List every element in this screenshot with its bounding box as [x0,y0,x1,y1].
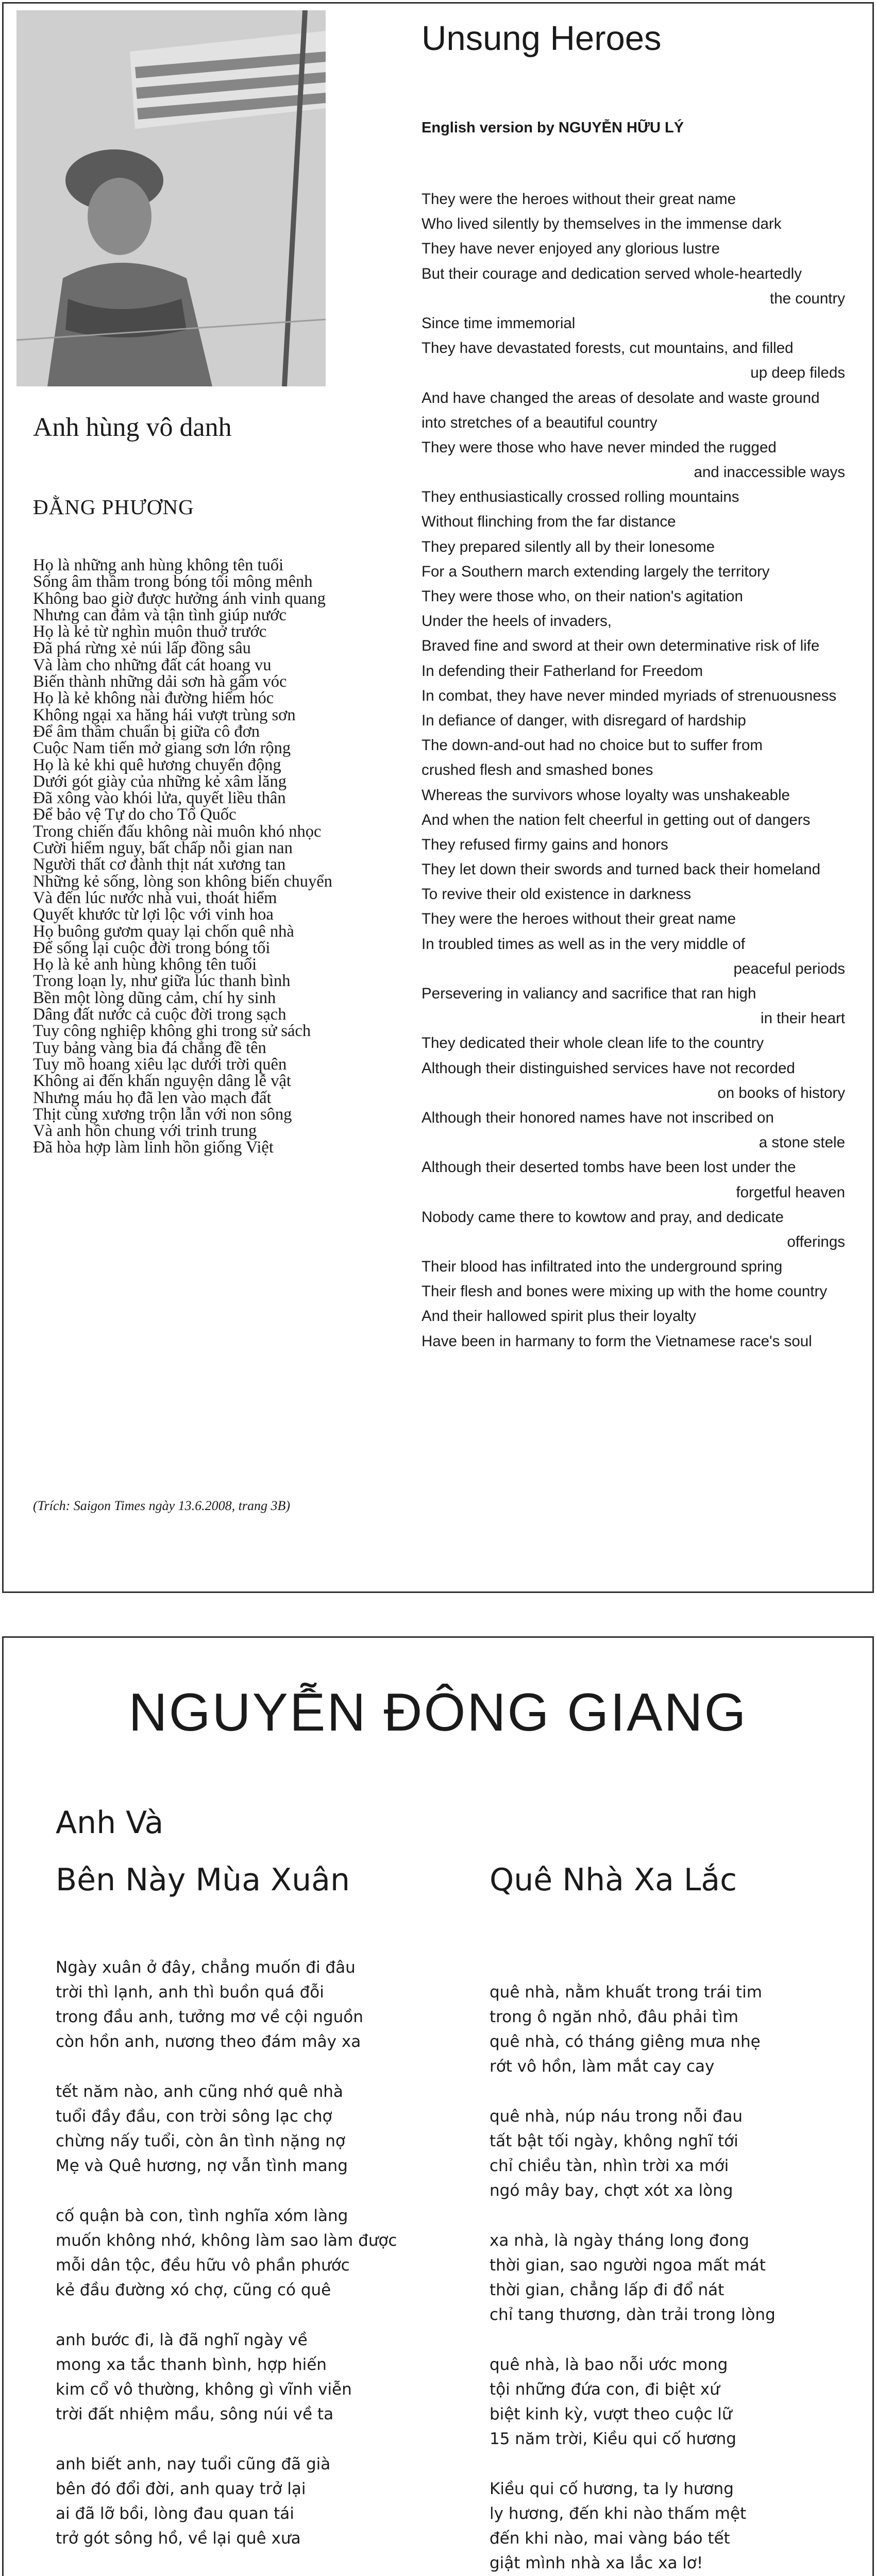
english-poem-line: Braved fine and sword at their own determinative risk of life [422,637,820,655]
poem-line: rớt vô hồn, làm mắt cay cay [490,2057,715,2076]
english-poem-line: But their courage and dedication served whole-heartedly [422,265,802,282]
english-poem-line: To revive their old existence in darkness [422,886,692,903]
english-poem-title: Unsung Heroes [422,19,662,58]
vietnamese-poem-author: ĐẰNG PHƯƠNG [33,495,194,519]
english-poem-line: In troubled times as well as in the very middle of [422,935,745,953]
english-poem-line: in their heart [761,1010,845,1027]
vietnamese-poem-line: Để bảo vệ Tự do cho Tổ Quốc [33,805,237,824]
english-poem-line: They let down their swords and turned back their homeland [422,861,820,878]
vietnamese-poem-line: Họ là kẻ khi quê hương chuyển động [33,755,281,774]
english-poem-line: peaceful periods [733,960,845,977]
poem-line: xa nhà, là ngày tháng long đong [490,2231,749,2250]
vietnamese-poem-line: Tuy mồ hoang xiêu lạc dưới trời quên [33,1055,287,1074]
translator-credit: English version by NGUYỄN HỮU LÝ [422,120,684,136]
vietnamese-poem-line: Sống âm thầm trong bóng tối mông mênh [33,572,313,591]
english-poem-body [422,187,845,1354]
poem-line: mong xa tắc thanh bình, hợp hiến [56,2355,327,2374]
vietnamese-poem-line: Dưới gót giày của những kẻ xâm lăng [33,772,287,791]
poem-line: tất bật tối ngày, không nghĩ tới [490,2132,738,2150]
poem-line: ngó mây bay, chợt xót xa lòng [490,2181,733,2200]
english-poem-line: the country [770,290,845,307]
english-poem-line: And their hallowed spirit plus their loyalty [422,1308,696,1325]
poem-line: quê nhà, có tháng giêng mưa nhẹ [490,2032,761,2051]
poem-line: chỉ tang thương, dàn trải trong lòng [490,2306,776,2324]
vietnamese-poem-line: Và đến lúc nước nhà vui, thoát hiểm [33,888,277,907]
vietnamese-poem-line: Trong chiến đấu không nài muôn khó nhọc [33,822,322,841]
vietnamese-poem-title: Anh hùng vô danh [33,413,232,442]
vietnamese-poem-line: Họ là kẻ không nài đường hiểm hóc [33,689,274,708]
poem-line: kim cổ vô thường, không gì vĩnh viễn [56,2380,352,2399]
poem-line: chỉ chiều tàn, nhìn trời xa mới [490,2157,729,2175]
vietnamese-poem-line: Những kẻ sống, lòng son không biến chuyển [33,872,332,891]
vietnamese-poem-line: Không ai đến khấn nguyện dâng lễ vật [33,1072,291,1091]
english-poem-line: In defiance of danger, with disregard of hardship [422,711,746,729]
english-poem-line: Under the heels of invaders, [422,613,612,630]
poem-line: Mẹ và Quê hương, nợ vẫn tình mang [56,2157,348,2175]
vietnamese-poem-line: Tuy công nghiệp không ghi trong sử sách [33,1022,311,1041]
vietnamese-poem-line: Nhưng máu họ đã len vào mạch đất [33,1088,272,1107]
vietnamese-poem-line: Họ là những anh hùng không tên tuổi [33,556,284,574]
vietnamese-poem-line: Đã hòa hợp làm linh hồn giống Việt [33,1138,274,1157]
poem-line: cố quận bà con, tình nghĩa xóm làng [56,2207,348,2225]
poem-line: trời đất nhiệm mầu, sông núi về ta [56,2405,334,2424]
poem-line: tội những đứa con, đi biệt xứ [490,2380,720,2399]
english-poem-line: They enthusiastically crossed rolling mountains [422,488,739,506]
poem-line: 15 năm trời, Kiều qui cố hương [490,2430,736,2448]
english-poem-line: They dedicated their whole clean life to the country [422,1035,764,1052]
english-poem-line: They were those who have never minded the rugged [422,438,777,456]
vietnamese-poem-body [33,557,394,1156]
poem-stanza [490,2477,850,2575]
english-poem-line: up deep fileds [750,364,845,382]
poem-line: quê nhà, nằm khuất trong trái tim [490,1983,762,2002]
english-poem-line: a stone stele [759,1134,845,1151]
vietnamese-poem-line: Dâng đất nước cả cuộc đời trong sạch [33,1005,287,1024]
vietnamese-poem-line: Đã phá rừng xẻ núi lấp đồng sâu [33,639,251,658]
english-poem-line: The down-and-out had no choice but to suffer from [422,737,763,754]
author-heading: NGUYỄN ĐÔNG GIANG [128,1683,748,1742]
english-poem-line: Since time immemorial [422,314,576,332]
english-poem-line: They refused firmy gains and honors [422,836,668,853]
soldier-flag-photo [16,10,326,386]
poem-line: ai đã lỡ bồi, lòng đau quan tái [56,2504,294,2523]
poem-line: bên đó đổi đời, anh quay trở lại [56,2480,306,2498]
vietnamese-poem-line: Cười hiểm nguy, bất chấp nỗi gian nan [33,839,293,858]
english-poem-line: forgetful heaven [736,1183,845,1201]
poem-line: thời gian, sao người ngoa mất mát [490,2256,766,2275]
english-poem-line: Without flinching from the far distance [422,513,676,531]
vietnamese-poem-line: Để sống lại cuộc đời trong bóng tối [33,938,271,957]
vietnamese-poem-line: Để âm thầm chuẩn bị giữa cô đơn [33,722,260,741]
english-poem-line: and inaccessible ways [694,464,845,481]
vietnamese-poem-line: Họ là kẻ từ nghìn muôn thuở trước [33,622,267,641]
poem-line: trở gót sông hồ, về lại quê xưa [56,2529,301,2548]
poem-stanza [56,2079,463,2178]
english-poem-line: Although their honored names have not inscribed on [422,1109,774,1126]
poem-line: mỗi dân tộc, đều hữu vô phần phước [56,2256,350,2275]
poem-line: ly hương, đến khi nào thấm mệt [490,2504,747,2523]
english-poem-line: For a Southern march extending largely the territory [422,563,770,580]
english-poem-line: And have changed the areas of desolate and waste ground [422,389,820,406]
poem-line: chừng nấy tuổi, còn ân tình nặng nợ [56,2132,345,2150]
english-poem-line: They prepared silently all by their lonesome [422,538,715,555]
left-poem-body [56,1955,463,2576]
vietnamese-poem-line: Người thất cơ đành thịt nát xương tan [33,855,286,874]
vietnamese-poem-line: Quyết khước từ lợi lộc với vinh hoa [33,905,274,924]
english-poem-line: They were the heroes without their great name [422,910,736,928]
poem-line: anh biết anh, nay tuổi cũng đã già [56,2455,331,2473]
vietnamese-poem-line: Cuộc Nam tiến mở giang sơn lớn rộng [33,739,291,758]
english-poem-line: In defending their Fatherland for Freedom [422,662,703,680]
vietnamese-poem-line: Biến thành những dải sơn hà gấm vóc [33,672,287,691]
poem-stanza [56,2452,463,2551]
vietnamese-poem-line: Không ngại xa hăng hái vượt trùng sơn [33,705,296,724]
poem-line: anh bước đi, là đã nghĩ ngày về [56,2331,308,2349]
english-poem-line: Although their distinguished services have not recorded [422,1059,795,1077]
vietnamese-poem-line: Nhưng can đảm và tận tình giúp nước [33,605,287,624]
poem-stanza [56,2328,463,2427]
poem-stanza [490,2228,850,2327]
poem-line: tết năm nào, anh cũng nhớ quê nhà [56,2082,343,2101]
english-poem-line: crushed flesh and smashed bones [422,761,653,779]
poem-line: quê nhà, núp náu trong nỗi đau [490,2107,743,2126]
english-poem-line: offerings [787,1233,845,1250]
poem-stanza [56,2204,463,2302]
poem-line: biệt kinh kỳ, vượt theo cuộc lữ [490,2405,732,2424]
vietnamese-poem-line: Thịt cùng xương trộn lẫn với non sông [33,1105,292,1124]
page-nguyen-dong-giang [0,1633,876,2576]
poem-line: đến khi nào, mai vàng báo tết [490,2529,730,2548]
english-poem-line: on books of history [717,1084,845,1101]
poem-line: giật mình nhà xa lắc xa lơ! [490,2554,703,2572]
right-poem-title: Quê Nhà Xa Lắc [490,1862,737,1898]
english-poem-line: They were those who, on their nation's agitation [422,588,743,605]
poem-line: quê nhà, là bao nỗi ước mong [490,2355,728,2374]
poem-line: trong đầu anh, tưởng mơ về cội nguồn [56,2008,363,2026]
poem-line: trời thì lạnh, anh thì buồn quá đỗi [56,1983,324,2002]
poem-stanza [490,1980,850,2079]
poem-line: muốn không nhớ, không làm sao làm được [56,2231,397,2250]
left-poem-title-line2: Bên Này Mùa Xuân [56,1862,350,1898]
english-poem-line: They have devastated forests, cut mountains, and filled [422,340,794,357]
english-poem-line: In combat, they have never minded myriads of strenuousness [422,687,837,704]
vietnamese-poem-line: Tuy bảng vàng bia đá chẳng đề tên [33,1038,266,1057]
vietnamese-poem-line: Và làm cho những đất cát hoang vu [33,655,272,674]
poem-line: Ngày xuân ở đây, chẳng muốn đi đâu [56,1958,356,1977]
vietnamese-poem-line: Họ buông gươm quay lại chốn quê nhà [33,922,294,941]
english-poem-line: Have been in harmany to form the Vietnamese race's soul [422,1332,812,1350]
vietnamese-poem-line: Họ là kẻ anh hùng không tên tuổi [33,955,257,974]
poem-line: thời gian, chẳng lấp đi đổ nát [490,2281,725,2299]
vietnamese-poem-line: Trong loạn ly, như giữa lúc thanh bình [33,972,291,991]
poem-stanza [56,1955,463,2054]
poem-line: Kiều qui cố hương, ta ly hương [490,2480,734,2498]
vietnamese-poem-line: Và anh hồn chung với trinh trung [33,1122,257,1141]
english-poem-line: Nobody came there to kowtow and pray, and dedicate [422,1208,784,1226]
source-citation: (Trích: Saigon Times ngày 13.6.2008, trang 3B) [33,1498,291,1513]
english-poem-line: They were the heroes without their great name [422,191,736,208]
vietnamese-poem-line: Không bao giờ được hưởng ánh vinh quang [33,589,326,608]
poem-line: tuổi đầy đầu, con trời sông lạc chợ [56,2107,332,2126]
english-poem-line: Although their deserted tombs have been lost under the [422,1159,796,1176]
english-poem-line: into stretches of a beautiful country [422,414,658,431]
left-poem-title-line1: Anh Và [56,1805,164,1841]
english-poem-line: And when the nation felt cheerful in getting out of dangers [422,811,811,828]
poem-stanza [490,2104,850,2203]
poem-line: còn hồn anh, nương theo đám mây xa [56,2032,361,2051]
vietnamese-poem-line: Bền một lòng dũng cảm, chí hy sinh [33,988,276,1007]
english-poem-line: They have never enjoyed any glorious lustre [422,240,720,258]
english-poem-line: Who lived silently by themselves in the immense dark [422,215,782,233]
english-poem-line: Persevering in valiancy and sacrifice that ran high [422,985,756,1002]
english-poem-line: Their flesh and bones were mixing up with the home country [422,1283,828,1300]
english-poem-line: Their blood has infiltrated into the underground spring [422,1258,783,1276]
vietnamese-poem-line: Đã xông vào khói lửa, quyết liều thân [33,789,286,808]
poem-line: trong ô ngăn nhỏ, đâu phải tìm [490,2008,738,2026]
right-poem-body [490,1980,850,2576]
english-poem-line: Whereas the survivors whose loyalty was unshakeable [422,786,790,804]
poem-stanza [490,2352,850,2451]
poem-line: kẻ đầu đường xó chợ, cũng có quê [56,2281,331,2299]
